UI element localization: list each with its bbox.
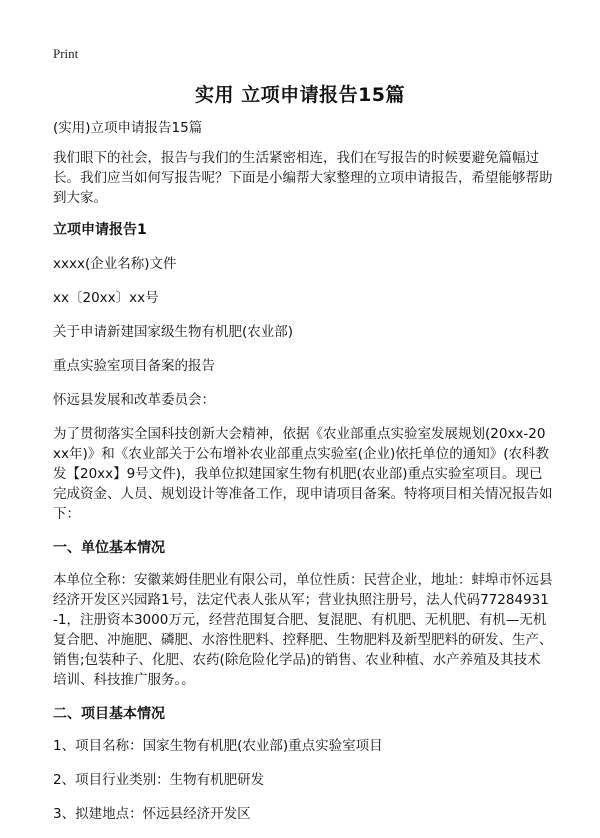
document-line-number: xx〔20xx〕xx号 xyxy=(53,290,159,306)
unit-info-paragraph: 本单位全称：安徽莱姆佳肥业有限公司，单位性质：民营企业，地址：蚌埠市怀远县经济开发区兴园路1号，法定代表人张从军；营业执照注册号，法人代码77284931-1，注册资本3000万元，经营范围复合肥、复混肥、有机肥、无机肥、有机—无机复合肥、冲施肥、磷肥、水溶性肥料、控释肥、生物肥料及新型肥料的研发、生产、销售;包装种子、化肥、农药(除危险化学品)的销售、农业种植、水产养殖及其技术培训、科技推广服务。。 xyxy=(53,572,553,688)
section-heading-project: 二、项目基本情况 xyxy=(53,706,165,722)
document-title: 实用 立项申请报告15篇 xyxy=(194,84,406,106)
document-line-subject: 关于申请新建国家级生物有机肥(农业部) xyxy=(53,324,294,340)
purpose-paragraph: 为了贯彻落实全国科技创新大会精神，依据《农业部重点实验室发展规划(20xx-20xx年)》和《农业部关于公布增补农业部重点实验室(企业)依托单位的通知》(农科教发【20xx】9号文件)，我单位拟建国家生物有机肥(农业部)重点实验室项目。现已完成资金、人员、规划设计等准备工作，现申请项目备案。特将项目相关情况报告如下： xyxy=(53,426,553,522)
project-item-name: 1、项目名称：国家生物有机肥(农业部)重点实验室项目 xyxy=(53,738,383,754)
document-line-subject-cont: 重点实验室项目备案的报告 xyxy=(53,358,215,374)
report-heading: 立项申请报告1 xyxy=(53,222,147,238)
document-body xyxy=(53,118,553,838)
addressee: 怀远县发展和改革委员会： xyxy=(53,392,215,408)
intro-paragraph: 我们眼下的社会，报告与我们的生活紧密相连，我们在写报告的时候要避免篇幅过长。我们应当如何写报告呢？下面是小编帮大家整理的立项申请报告，希望能够帮助到大家。 xyxy=(53,150,553,206)
project-item-location: 3、拟建地点：怀远县经济开发区 xyxy=(53,806,251,822)
document-line-company: xxxx(企业名称)文件 xyxy=(53,256,177,272)
print-label: Print xyxy=(53,46,79,61)
document-subtitle: (实用)立项申请报告15篇 xyxy=(53,120,203,136)
project-item-category: 2、项目行业类别：生物有机肥研发 xyxy=(53,772,265,788)
section-heading-unit: 一、单位基本情况 xyxy=(53,540,165,556)
